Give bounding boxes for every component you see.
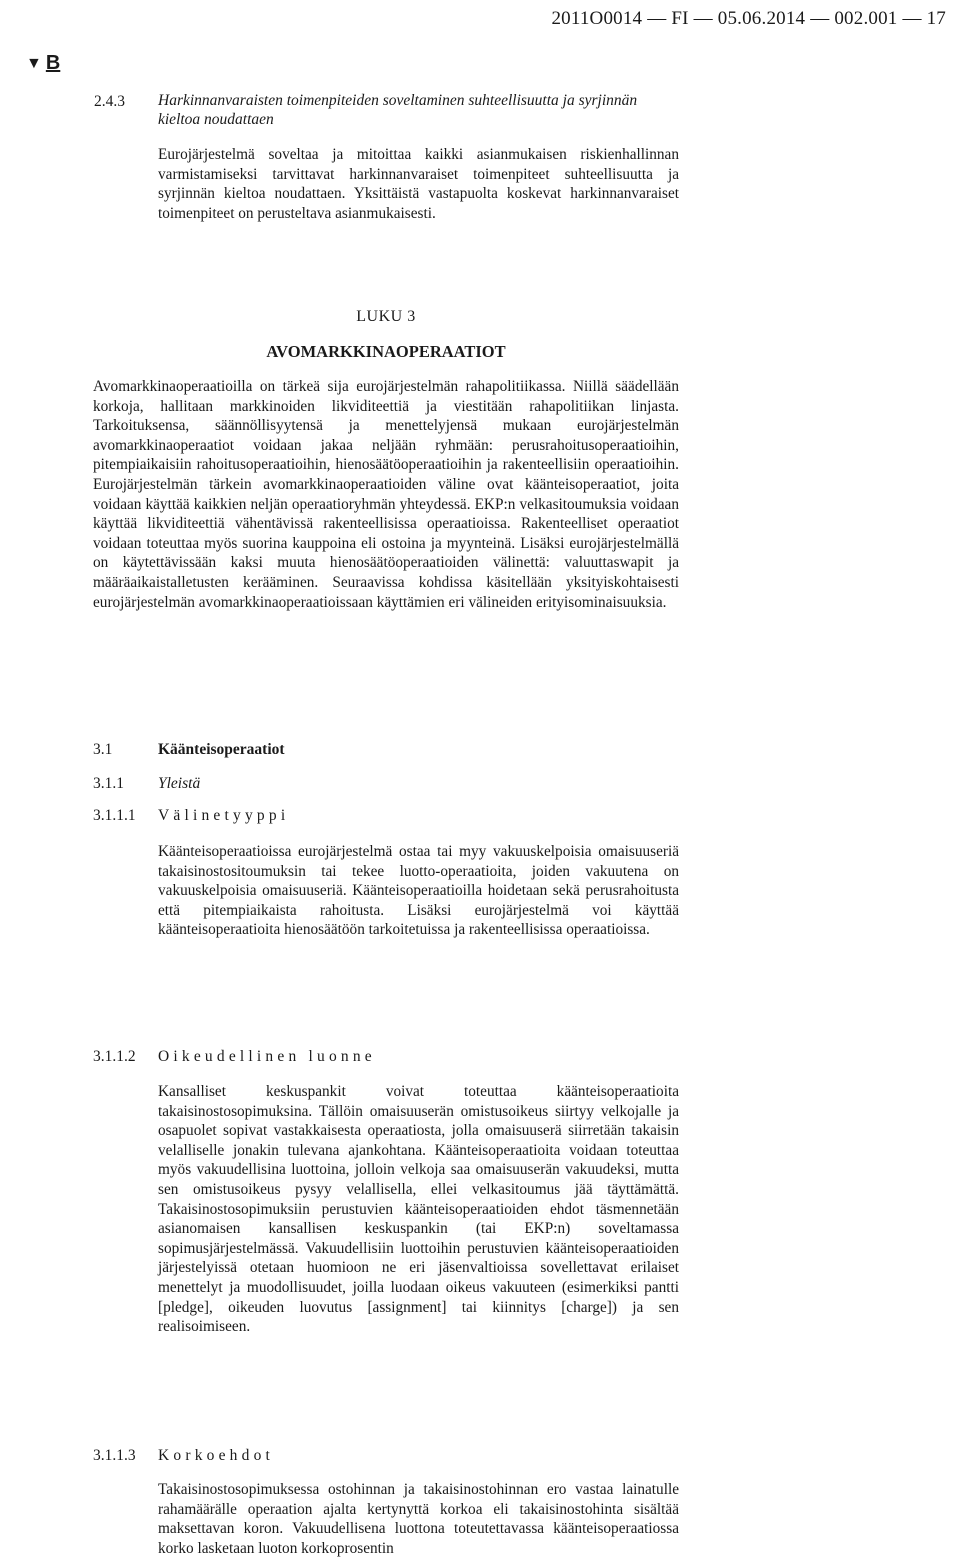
amendment-marker <box>26 52 60 75</box>
section-body: Käänteisoperaatioissa eurojärjestelmä ostaa tai myy vakuuskelpoisia omaisuuseriä takaisinostositoumuksin tai tekee luotto-operaatioita, joiden vakuutena on vakuuskelpoisia omaisuuseriä. Käänteisoperaatioilla hoidetaan sekä perusrahoitusta että pitempiaikaista rahoitusta. Lisäksi eurojärjestelmä voi käyttää käänteisoperaatioita hienosäätöön tarkoitetuissa ja rakenteellisissa operaatioissa. <box>158 843 679 939</box>
section-number: 2.4.3 <box>94 93 125 110</box>
heading-3-1-1 <box>93 775 200 793</box>
heading-3-1-1-3 <box>93 1447 274 1465</box>
running-head: 2011O0014 — FI — 05.06.2014 — 002.001 — 17 <box>551 8 946 29</box>
section-title: Harkinnanvaraisten toimenpiteiden soveltaminen suhteellisuutta ja syrjinnän kieltoa noudattaen <box>158 92 638 128</box>
heading-title: Yleistä <box>158 775 201 792</box>
chapter-intro: Avomarkkinaoperaatioilla on tärkeä sija eurojärjestelmän rahapolitiikassa. Niillä säädellään korkoja, hallitaan markkinoiden likviditeettiä ja viestitään rahapolitiikan linjasta. Tarkoituksensa, säännöllisyytensä ja menettelyjensä mukaan eurojärjestelmän avomarkkinaoperaatiot voidaan jakaa neljään ryhmään: perusrahoitusoperaatioihin, pitempiaikaisiin rahoitusoperaatioihin, hienosäätöoperaatioihin ja rakenteellisiin operaatioihin. Eurojärjestelmän tärkein avomarkkinaoperaatioiden väline ovat käänteisoperaatiot, joita voidaan käyttää kaikkien neljän operaatioryhmän yhteydessä. EKP:n velkasitoumuksia voidaan käyttää likviditeettiä vähentävissä rakenteellisissa operaatioissa. Rakenteelliset operaatiot voidaan toteuttaa myös suorina kauppoina eli ostoina ja myynteinä. Lisäksi eurojärjestelmällä on käytettävissään kaksi muuta hienosäätöoperaatioiden välinettä: valuuttaswapit ja määräaikaistalletusten kerääminen. Seuraavissa kohdissa käsitellään yksityiskohtaisesti eurojärjestelmän avomarkkinaoperaatioissaan käyttämien eri välineiden erityisominaisuuksia. <box>93 378 679 611</box>
heading-3-1 <box>93 741 285 759</box>
heading-title: Käänteisoperaatiot <box>158 741 285 758</box>
heading-3-1-1-1 <box>93 807 289 825</box>
heading-number: 3.1.1.1 <box>93 807 136 824</box>
triangle-down-icon: ▼ <box>26 54 42 72</box>
heading-3-1-1-2 <box>93 1048 376 1066</box>
heading-title: Välinetyyppi <box>158 807 290 824</box>
amendment-letter: B <box>45 52 61 74</box>
chapter-title: AVOMARKKINAOPERAATIOT <box>266 342 506 361</box>
section-body: Eurojärjestelmä soveltaa ja mitoittaa kaikki asianmukaisen riskienhallinnan varmistamiseksi tarvittavat harkinnanvaraiset toimenpiteet suhteellisuutta ja syrjinnän kieltoa noudattaen. Yksittäistä vastapuolta koskevat harkinnanvaraiset toimenpiteet on perusteltava asianmukaisesti. <box>158 146 679 222</box>
heading-number: 3.1.1.3 <box>93 1447 136 1464</box>
section-body: Kansalliset keskuspankit voivat toteuttaa käänteisoperaatioita takaisinostosopimuksina. Tällöin omaisuuserän omistusoikeus siirtyy velkojalle ja osapuolet sopivat vastakkaisesta operaatiosta, jolla omaisuuserä siirretään takaisin velalliselle jonakin tulevana ajankohtana. Käänteisoperaatioita voidaan toteuttaa myös vakuudellisina luottoina, jolloin velkoja saa omaisuuserän vakuudeksi, mutta sen omistusoikeus pysyy velallisella, ellei velkasitoumus jää täyttämättä. Takaisinostosopimuksiin perustuvien käänteisoperaatioiden ehdot täsmennetään asianomaisen kansallisen keskuspankin (tai EKP:n) soveltamassa sopimusjärjestelmässä. Vakuudellisiin luottoihin perustuvien käänteisoperaatioiden järjestelyissä otetaan huomioon ne eri jäsenvaltioissa sovellettavat erilaiset menettelyt ja muodollisuudet, joilla luodaan oikeus vakuuteen (esimerkiksi pantti [pledge], oikeuden luovutus [assignment] tai kiinnitys [charge]) ja sen realisoimiseen. <box>158 1083 679 1336</box>
heading-title: Oikeudellinen luonne <box>158 1048 376 1065</box>
chapter-label: LUKU 3 <box>356 308 416 325</box>
heading-number: 3.1.1 <box>93 775 124 792</box>
section-body: Takaisinostosopimuksessa ostohinnan ja takaisinostohinnan ero vastaa lainatulle rahamäärälle operaation ajalta kertynyttä korkoa eli takaisinostohinta sisältää maksettavan koron. Vakuudellisena luottona toteutettavassa käänteisoperaatiossa korko lasketaan luoton korkoprosentin <box>158 1481 679 1557</box>
heading-title: Korkoehdot <box>158 1447 275 1464</box>
heading-number: 3.1.1.2 <box>93 1048 136 1065</box>
heading-number: 3.1 <box>93 741 113 758</box>
